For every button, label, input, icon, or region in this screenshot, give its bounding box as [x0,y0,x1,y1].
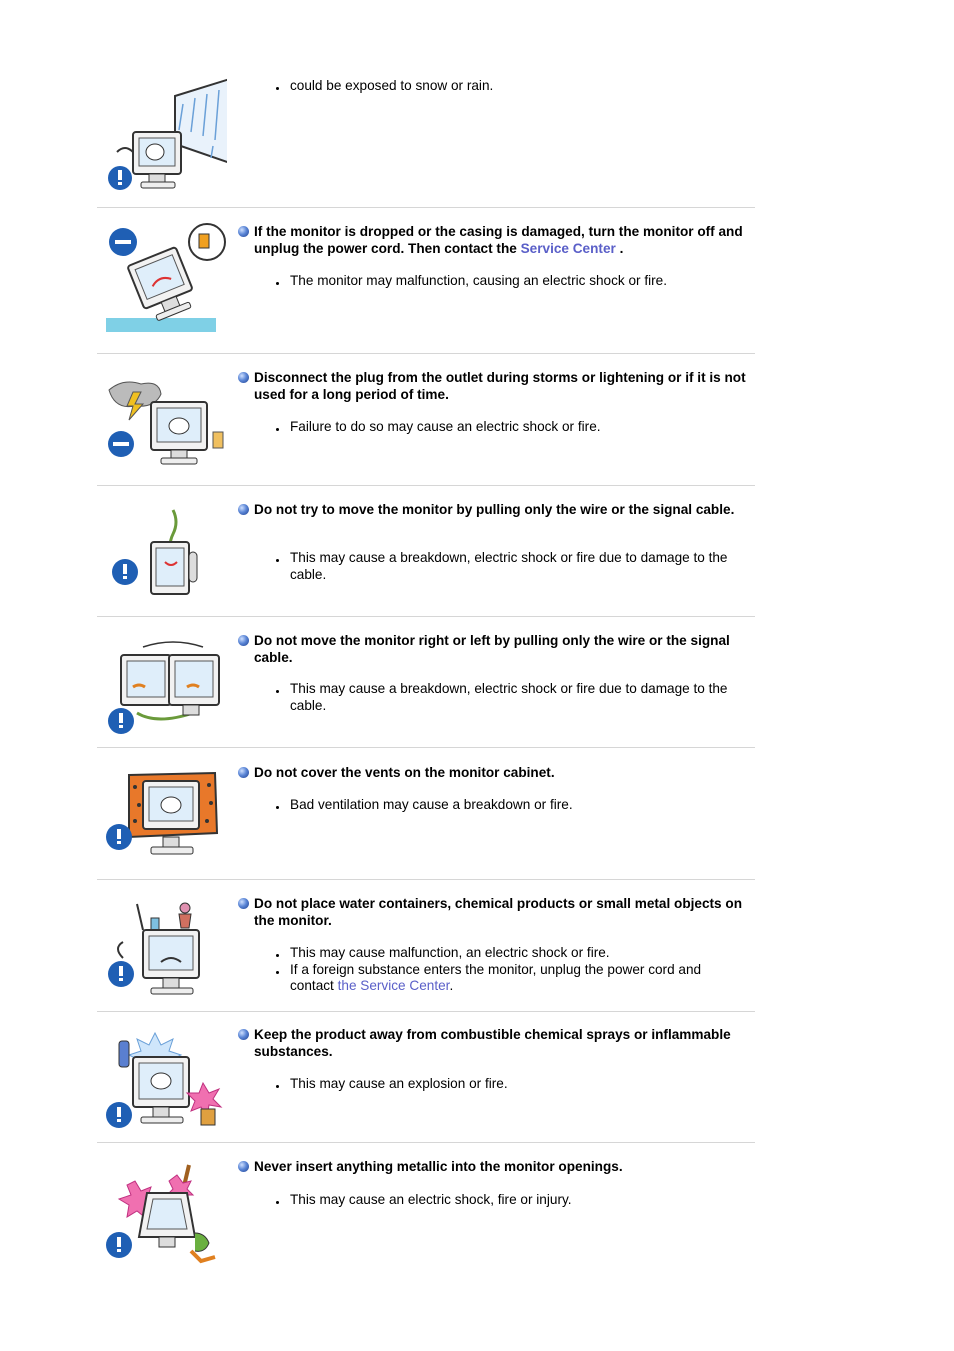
section-heading: Do not cover the vents on the monitor cabinet. [238,765,753,782]
section-vents [97,757,755,873]
list-item: This may cause an electric shock, fire or injury. [274,1192,744,1209]
list-item: If a foreign substance enters the monitor, unplug the power cord and contact the Service Center. [274,962,744,995]
section-heading: Do not try to move the monitor by pulling only the wire or the signal cable. [238,502,753,519]
list-item: This may cause an explosion or fire. [274,1076,744,1093]
list-item: Failure to do so may cause an electric shock or fire. [274,419,744,436]
section-dropped-monitor [97,216,755,346]
list-item: The monitor may malfunction, causing an electric shock or fire. [274,273,744,290]
section-storms [97,362,755,482]
list-item: This may cause a breakdown, electric shock or fire due to damage to the cable. [274,681,744,714]
combustible-sprays-illustration [103,1027,227,1151]
move-left-right-illustration [103,633,227,757]
list-item: This may cause malfunction, an electric shock or fire. [274,945,744,962]
divider [97,879,755,880]
blue-bullet-icon [238,898,249,909]
section-heading: If the monitor is dropped or the casing is damaged, turn the monitor off and unplug the power cord. Then contact the Service Center . [238,224,753,257]
section-heading: Disconnect the plug from the outlet during storms or lightening or if it is not used for a long period of time. [238,370,753,403]
section-metallic-objects [97,1151,755,1267]
blue-bullet-icon [238,504,249,515]
metallic-objects-illustration [103,1159,227,1283]
divider [97,207,755,208]
section-snow-rain [97,70,755,200]
pull-wire-illustration [103,502,227,626]
section-combustible-sprays [97,1019,755,1135]
divider [97,485,755,486]
monitor-by-window-illustration [103,74,227,198]
list-item: Bad ventilation may cause a breakdown or fire. [274,797,744,814]
covered-vents-illustration [103,765,227,889]
blue-bullet-icon [238,1029,249,1040]
divider [97,1011,755,1012]
storm-unplug-illustration [103,372,227,496]
dropped-monitor-illustration [103,220,227,344]
section-heading: Do not place water containers, chemical products or small metal objects on the monitor. [238,896,753,929]
section-heading: Do not move the monitor right or left by pulling only the wire or the signal cable. [238,633,753,666]
section-pull-wire [97,494,755,610]
blue-bullet-icon [238,226,249,237]
section-heading: Keep the product away from combustible chemical sprays or inflammable substances. [238,1027,753,1060]
section-water-containers [97,888,755,1006]
blue-bullet-icon [238,635,249,646]
section-heading: Never insert anything metallic into the monitor openings. [238,1159,753,1176]
divider [97,747,755,748]
divider [97,353,755,354]
blue-bullet-icon [238,767,249,778]
blue-bullet-icon [238,1161,249,1172]
divider [97,616,755,617]
list-item: This may cause a breakdown, electric shock or fire due to damage to the cable. [274,550,744,583]
service-center-link[interactable]: the Service Center [337,978,450,993]
section-move-left-right [97,625,755,741]
blue-bullet-icon [238,372,249,383]
list-item: could be exposed to snow or rain. [274,78,744,95]
objects-on-monitor-illustration [103,896,227,1020]
service-center-link[interactable]: Service Center [520,240,616,256]
divider [97,1142,755,1143]
